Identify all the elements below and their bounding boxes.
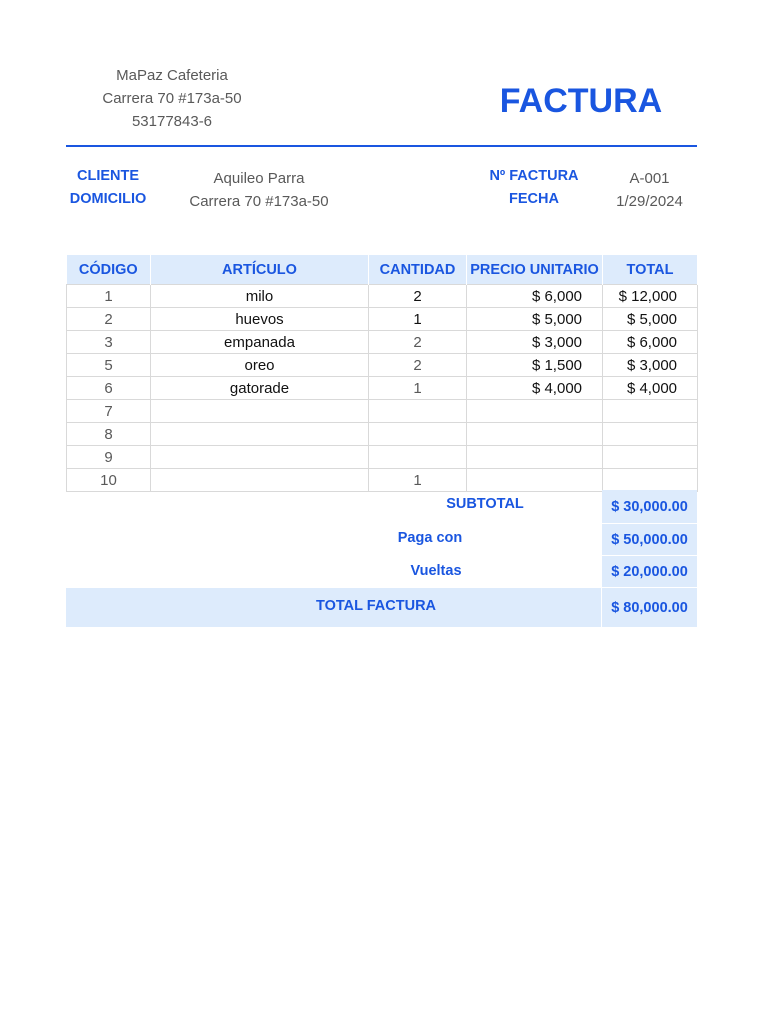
cell-codigo: 8: [67, 423, 151, 446]
divider: [66, 145, 697, 147]
cell-precio: [467, 469, 603, 492]
cell-total: $ 6,000: [603, 331, 698, 354]
numero-value: A-001: [629, 170, 670, 187]
cell-codigo: 3: [67, 331, 151, 354]
cell-precio: [467, 423, 603, 446]
cell-codigo: 9: [67, 446, 151, 469]
domicilio-label: DOMICILIO: [69, 191, 147, 207]
cell-articulo: [151, 423, 369, 446]
table-row: [67, 331, 698, 354]
cell-codigo: 5: [67, 354, 151, 377]
cell-codigo: 6: [67, 377, 151, 400]
table-row: [67, 400, 698, 423]
header-articulo: ARTÍCULO: [151, 255, 369, 285]
cell-total: [603, 423, 698, 446]
company-id: 53177843-6: [131, 113, 213, 130]
vueltas-value: $ 20,000.00: [602, 556, 697, 587]
total-label: TOTAL FACTURA: [315, 598, 437, 614]
cell-total: [603, 469, 698, 492]
cell-cantidad: 1: [369, 308, 467, 331]
cell-precio: $ 6,000: [467, 285, 603, 308]
company-name: MaPaz Cafeteria: [116, 67, 228, 84]
cell-cantidad: [369, 446, 467, 469]
cell-articulo: [151, 446, 369, 469]
cell-total: $ 3,000: [603, 354, 698, 377]
cell-articulo: [151, 400, 369, 423]
table-row: [67, 354, 698, 377]
cell-cantidad: 2: [369, 354, 467, 377]
table-row: [67, 446, 698, 469]
company-address: Carrera 70 #173a-50: [102, 90, 242, 107]
table-row: [67, 308, 698, 331]
fecha-value: 1/29/2024: [616, 193, 683, 210]
table-row: [67, 423, 698, 446]
invoice-title: FACTURA: [499, 82, 663, 120]
cell-precio: [467, 446, 603, 469]
cell-cantidad: 1: [369, 377, 467, 400]
numero-label: Nº FACTURA: [489, 168, 579, 184]
table-header: [67, 255, 698, 285]
cell-total: $ 12,000: [603, 285, 698, 308]
cell-cantidad: 1: [369, 469, 467, 492]
cell-articulo: [151, 469, 369, 492]
fecha-label: FECHA: [509, 191, 559, 207]
header-precio: PRECIO UNITARIO: [467, 255, 603, 285]
cell-codigo: 1: [67, 285, 151, 308]
total-value: $ 80,000.00: [602, 588, 697, 627]
cell-articulo: oreo: [151, 354, 369, 377]
cell-articulo: milo: [151, 285, 369, 308]
cell-codigo: 7: [67, 400, 151, 423]
table-row: [67, 469, 698, 492]
header-cantidad: CANTIDAD: [369, 255, 467, 285]
cliente-value: Aquileo Parra: [213, 170, 305, 187]
table-row: [67, 377, 698, 400]
cell-precio: $ 1,500: [467, 354, 603, 377]
header-codigo: CÓDIGO: [67, 255, 151, 285]
cell-precio: $ 4,000: [467, 377, 603, 400]
cell-codigo: 10: [67, 469, 151, 492]
cell-articulo: gatorade: [151, 377, 369, 400]
cell-precio: $ 3,000: [467, 331, 603, 354]
items-table: [66, 255, 698, 492]
cell-cantidad: [369, 423, 467, 446]
cell-total: [603, 446, 698, 469]
cell-articulo: huevos: [151, 308, 369, 331]
cell-cantidad: 2: [369, 331, 467, 354]
cell-cantidad: 2: [369, 285, 467, 308]
cell-precio: [467, 400, 603, 423]
subtotal-label: SUBTOTAL: [446, 496, 524, 512]
cell-total: [603, 400, 698, 423]
vueltas-label: Vueltas: [410, 563, 462, 579]
cell-total: $ 4,000: [603, 377, 698, 400]
cell-articulo: empanada: [151, 331, 369, 354]
cell-codigo: 2: [67, 308, 151, 331]
cliente-label: CLIENTE: [76, 168, 140, 184]
subtotal-value: $ 30,000.00: [602, 490, 697, 523]
paga-label: Paga con: [397, 530, 463, 546]
table-row: [67, 285, 698, 308]
header-total: TOTAL: [603, 255, 698, 285]
cell-precio: $ 5,000: [467, 308, 603, 331]
paga-value: $ 50,000.00: [602, 524, 697, 555]
domicilio-value: Carrera 70 #173a-50: [189, 193, 329, 210]
cell-cantidad: [369, 400, 467, 423]
cell-total: $ 5,000: [603, 308, 698, 331]
